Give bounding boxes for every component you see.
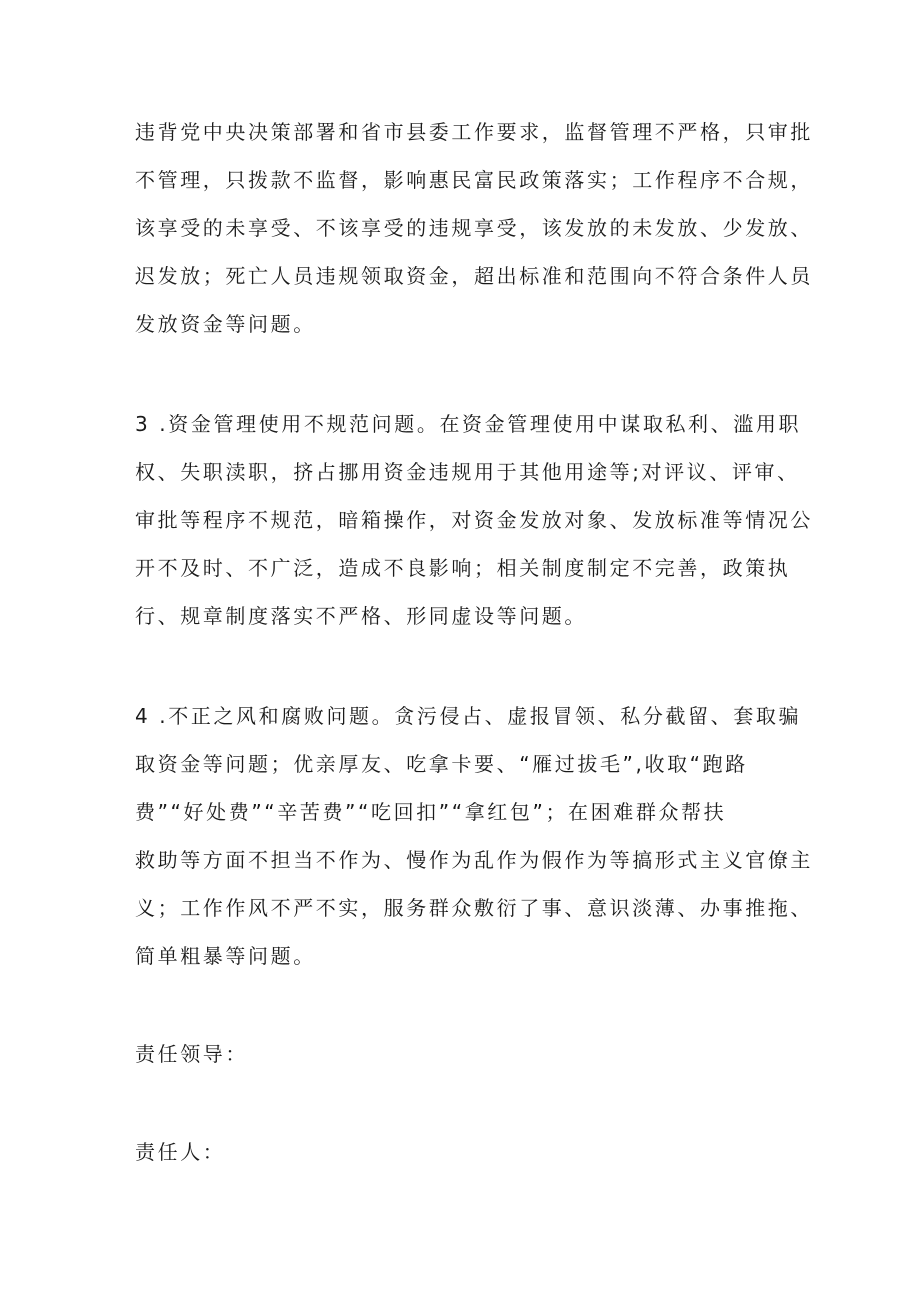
text-line: 违背党中央决策部署和省市县委工作要求，监督管理不严格，只审批 — [135, 120, 813, 144]
text-line: 4 .不正之风和腐败问题。贪污侵占、虚报冒领、私分截留、套取骗 — [135, 704, 802, 728]
text-line: 审批等程序不规范，暗箱操作，对资金发放对象、发放标准等情况公 — [135, 508, 813, 532]
text-line: 权、失职渎职，挤占挪用资金违规用于其他用途等;对评议、评审、 — [135, 460, 800, 484]
text-line: 发放资金等问题。 — [135, 312, 316, 336]
text-line: 简单粗暴等问题。 — [135, 944, 316, 968]
text-line: 迟发放；死亡人员违规领取资金，超出标准和范围向不符合条件人员 — [135, 264, 813, 288]
text-line: 不管理，只拨款不监督，影响惠民富民政策落实；工作程序不合规， — [135, 168, 813, 192]
text-line: 费”“好处费”“辛苦费”“吃回扣”“拿红包”；在困难群众帮扶 — [135, 800, 727, 824]
text-line: 责任人： — [135, 1140, 226, 1164]
text-line: 责任领导： — [135, 1042, 248, 1066]
paragraph-continuation — [135, 108, 813, 348]
text-line: 3 .资金管理使用不规范问题。在资金管理使用中谋取私利、滥用职 — [135, 412, 802, 436]
text-line: 义；工作作风不严不实，服务群众敷衍了事、意识淡薄、办事推拖、 — [135, 896, 813, 920]
text-line: 取资金等问题；优亲厚友、吃拿卡要、“雁过拔毛”,收取“跑路 — [135, 752, 748, 776]
responsible-person-label — [135, 1128, 795, 1176]
paragraph-item-4 — [135, 692, 813, 980]
responsible-leader-label — [135, 1030, 795, 1078]
paragraph-item-3 — [135, 400, 813, 640]
text-line: 行、规章制度落实不严格、形同虚设等问题。 — [135, 604, 587, 628]
text-line: 该享受的未享受、不该享受的违规享受，该发放的未发放、少发放、 — [135, 216, 813, 240]
text-line: 开不及时、不广泛，造成不良影响；相关制度制定不完善，政策执 — [135, 556, 791, 580]
text-line: 救助等方面不担当不作为、慢作为乱作为假作为等搞形式主义官僚主 — [135, 848, 813, 872]
